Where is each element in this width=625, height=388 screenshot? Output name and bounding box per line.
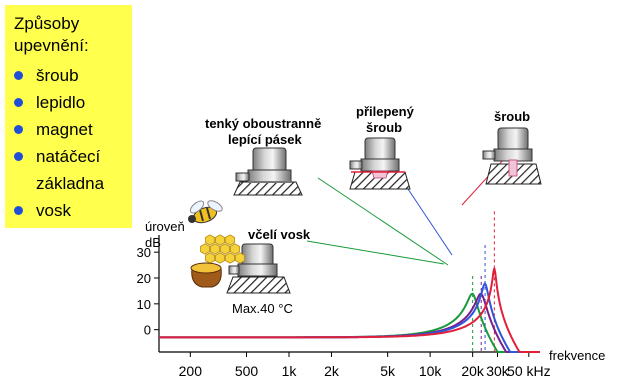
mount-item-label: natáčecí [36,147,101,166]
leader-lines [307,148,514,265]
annotation-glued-line2: šroub [366,120,403,135]
y-axis-label-line1: úroveň [145,219,185,234]
bee-icon [188,199,224,226]
y-tick-label: 10 [136,296,151,312]
honeycomb-cell [216,235,225,245]
x-tick-label: 20k [461,363,484,379]
panel-title-line1: Způsoby [14,14,80,33]
honeycomb-cell [206,235,215,245]
leader-line-glued [402,180,452,255]
honeycomb-cell [226,235,235,245]
honeycomb-cell [201,244,210,254]
mount-item-label: vosk [36,201,71,220]
x-tick-label: 30k [486,363,509,379]
honeycomb-icon [201,235,245,263]
annotation-tape-line2: lepící pásek [228,132,302,147]
response-curve [159,294,540,352]
mount-item-label: lepidlo [36,93,86,112]
mount-item-label: magnet [36,120,93,139]
y-ticks [137,245,159,338]
x-axis-label: frekvence [549,348,606,363]
honeycomb-cell [231,244,240,254]
x-tick-label: 5k [380,363,396,379]
x-tick-label: 50 kHz [507,363,551,379]
honeycomb-cell [221,244,230,254]
x-tick-label: 10k [418,363,442,379]
honeycomb-cell [206,253,215,263]
annotation-tape-line1: tenký oboustranně [205,116,322,131]
sensor-glued-stud-illustration [350,138,410,189]
y-tick-label: 0 [143,322,151,338]
annotation-wax: včelí vosk [248,227,311,242]
sensor-screw-illustration [483,128,541,184]
leader-line-tape [318,178,448,265]
response-curve [159,284,540,352]
x-ticks [179,352,551,379]
honeycomb-cell [211,244,220,254]
y-tick-label: 20 [136,271,151,286]
x-tick-label: 500 [234,363,259,379]
honeycomb-cell [216,253,225,263]
x-tick-label: 200 [178,363,202,379]
honey-pot-icon [191,263,221,287]
honeycomb-cell [226,253,235,263]
y-tick-label: 30 [136,245,151,261]
honeycomb-cell [236,253,245,263]
mount-item-label-cont: základna [36,174,105,193]
leader-line-wax [307,241,444,264]
x-tick-label: 2k [324,363,339,379]
annotation-temp: Max.40 °C [232,301,293,316]
y-axis-label-line2: dB [145,235,161,250]
sensor-tape-illustration [234,148,302,195]
mount-item-label: šroub [36,66,79,85]
annotation-glued-line1: přilepený [356,104,414,119]
x-tick-label: 1k [281,363,297,379]
annotation-screw: šroub [494,109,531,124]
panel-title-line2: upevnění: [14,36,89,55]
